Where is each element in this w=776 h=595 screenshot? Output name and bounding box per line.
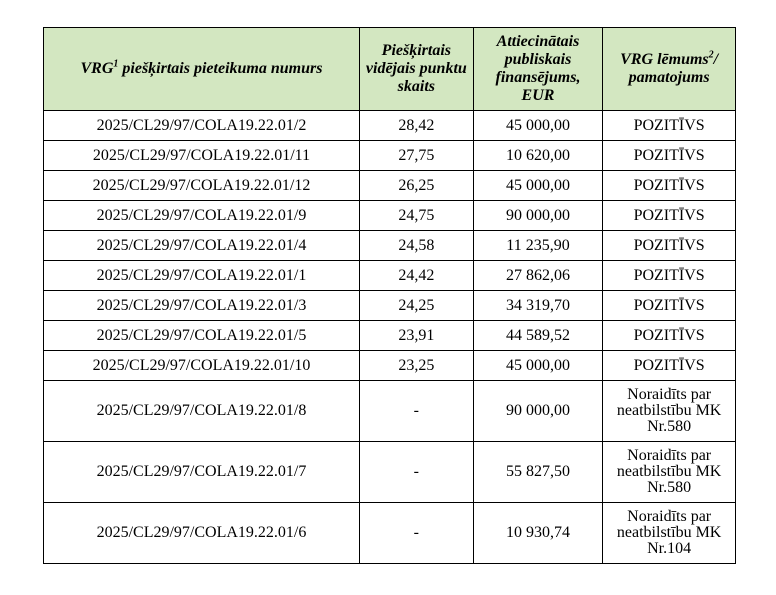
cell-number: 2025/CL29/97/COLA19.22.01/1 [44, 261, 360, 291]
cell-score: 24,58 [359, 231, 473, 261]
cell-number: 2025/CL29/97/COLA19.22.01/7 [44, 442, 360, 503]
cell-funding: 34 319,70 [473, 291, 603, 321]
cell-funding: 11 235,90 [473, 231, 603, 261]
cell-number: 2025/CL29/97/COLA19.22.01/8 [44, 381, 360, 442]
cell-funding: 45 000,00 [473, 171, 603, 201]
cell-decision: POZITĪVS [603, 351, 736, 381]
cell-score: 24,75 [359, 201, 473, 231]
cell-number: 2025/CL29/97/COLA19.22.01/6 [44, 503, 360, 564]
cell-decision: Noraidīts par neatbilstību MK Nr.104 [603, 503, 736, 564]
cell-score: 23,25 [359, 351, 473, 381]
header-application-number: VRG$^1$ piešķirtais pieteikuma numurs [44, 28, 360, 111]
cell-score: 24,42 [359, 261, 473, 291]
cell-funding: 10 620,00 [473, 141, 603, 171]
table-row [44, 321, 736, 351]
cell-number: 2025/CL29/97/COLA19.22.01/2 [44, 111, 360, 141]
cell-funding: 27 862,06 [473, 261, 603, 291]
cell-decision: POZITĪVS [603, 171, 736, 201]
cell-score: 27,75 [359, 141, 473, 171]
cell-funding: 90 000,00 [473, 381, 603, 442]
table-row-rejected [44, 442, 736, 503]
cell-number: 2025/CL29/97/COLA19.22.01/3 [44, 291, 360, 321]
cell-decision: Noraidīts par neatbilstību MK Nr.580 [603, 381, 736, 442]
table-row-rejected [44, 381, 736, 442]
cell-decision: POZITĪVS [603, 111, 736, 141]
cell-number: 2025/CL29/97/COLA19.22.01/10 [44, 351, 360, 381]
cell-decision: POZITĪVS [603, 291, 736, 321]
table-body [44, 111, 736, 564]
cell-decision: POZITĪVS [603, 321, 736, 351]
cell-score: - [359, 381, 473, 442]
cell-score: 23,91 [359, 321, 473, 351]
cell-score: 28,42 [359, 111, 473, 141]
cell-decision: POZITĪVS [603, 261, 736, 291]
header-decision: VRG lēmums$^2$/ pamatojums [603, 28, 736, 111]
cell-number: 2025/CL29/97/COLA19.22.01/9 [44, 201, 360, 231]
table-row [44, 171, 736, 201]
cell-decision: POZITĪVS [603, 141, 736, 171]
results-table [43, 27, 736, 564]
cell-score: 26,25 [359, 171, 473, 201]
cell-score: - [359, 442, 473, 503]
cell-funding: 55 827,50 [473, 442, 603, 503]
cell-number: 2025/CL29/97/COLA19.22.01/12 [44, 171, 360, 201]
table-header-row [44, 28, 736, 111]
table-row-rejected [44, 503, 736, 564]
table-row [44, 261, 736, 291]
cell-funding: 45 000,00 [473, 351, 603, 381]
table-row [44, 201, 736, 231]
table-row [44, 231, 736, 261]
table-row [44, 351, 736, 381]
cell-number: 2025/CL29/97/COLA19.22.01/4 [44, 231, 360, 261]
header-average-score: Piešķirtais vidējais punktu skaits [359, 28, 473, 111]
cell-funding: 44 589,52 [473, 321, 603, 351]
table-row [44, 291, 736, 321]
cell-number: 2025/CL29/97/COLA19.22.01/5 [44, 321, 360, 351]
cell-decision: POZITĪVS [603, 201, 736, 231]
cell-number: 2025/CL29/97/COLA19.22.01/11 [44, 141, 360, 171]
cell-funding: 90 000,00 [473, 201, 603, 231]
table-row [44, 111, 736, 141]
cell-decision: Noraidīts par neatbilstību MK Nr.580 [603, 442, 736, 503]
cell-decision: POZITĪVS [603, 231, 736, 261]
header-public-funding: Attiecinātais publiskais finansējums, EUR [473, 28, 603, 111]
table-row [44, 141, 736, 171]
cell-funding: 10 930,74 [473, 503, 603, 564]
cell-score: - [359, 503, 473, 564]
cell-score: 24,25 [359, 291, 473, 321]
cell-funding: 45 000,00 [473, 111, 603, 141]
